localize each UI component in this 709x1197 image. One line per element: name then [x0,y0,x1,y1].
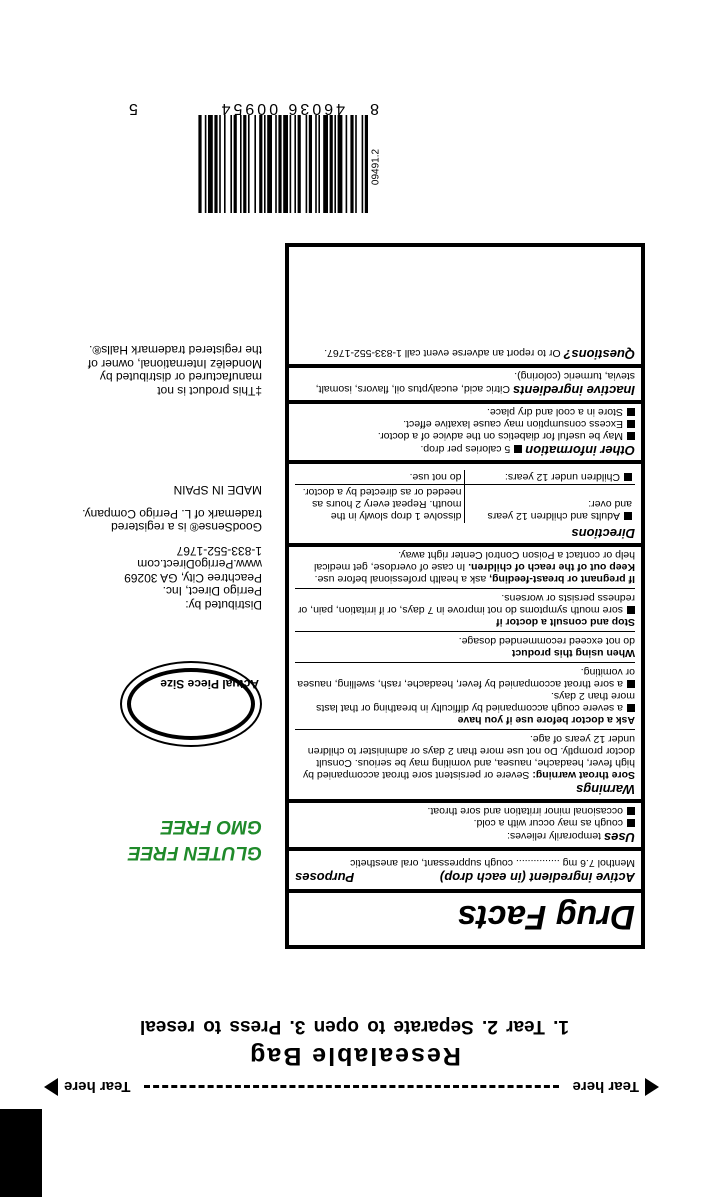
directions-who: Children under 12 years: [505,471,620,483]
list-item: sore mouth symptoms do not improve in 7 days, or if irritation, pain, or redness persists or worsens. [297,592,635,616]
actual-piece-size-oval [120,661,262,747]
footnote-line: ‡This product is not [157,384,262,398]
divider [289,460,641,464]
footnote-line: manufactured or distributed by [99,370,262,385]
drug-facts-panel [285,243,645,949]
square-bullet-icon [627,819,635,827]
uses-heading: Uses [603,830,635,845]
triangle-arrow-left-icon [645,1078,659,1096]
list-item: Store in a cool and dry place. [295,406,635,418]
barcode-bar [306,115,308,213]
square-bullet-icon [624,473,632,481]
barcode-bars [138,115,370,213]
list-item: Excess consumption may cause laxative effect. [295,418,635,430]
divider [295,588,635,589]
barcode-middle-digits: 46036 00954 [218,100,345,117]
divider [289,847,641,851]
other-information-section [295,404,635,460]
triangle-arrow-right-icon [44,1078,58,1096]
square-bullet-icon [624,512,632,520]
questions-text: Or to report an adverse event call 1-833-552-1767. [324,347,561,359]
barcode-bar [350,115,353,213]
directions-who: Adults and children 12 years and over: [487,498,632,522]
barcode-bar [362,115,364,213]
square-bullet-icon [627,606,635,614]
pregnant-text: ask a health professional before use. [314,573,487,585]
barcode-bar [283,115,288,213]
directions-table [295,470,635,523]
reseal-instructions: 1. Tear 2. Separate to open 3. Press to reseal [140,1016,569,1037]
active-ingredient-section [295,851,635,889]
barcode-bar [243,115,246,213]
distributed-by: Distributed by: [185,598,262,612]
tear-here-left: Tear here [572,1078,639,1096]
divider [295,631,635,632]
square-bullet-icon [627,680,635,688]
active-ingredient-detail: Menthol 7.6 mg ............... cough suppressant, oral anesthetic [350,857,635,869]
square-bullet-icon [627,420,635,428]
stop-consult-label: Stop and consult a doctor if [496,616,635,628]
upc-barcode [129,82,379,217]
barcode-first-digit: 8 [370,100,379,117]
distributor-block [82,483,262,611]
directions-heading: Directions [571,526,635,541]
divider [295,729,635,730]
barcode-bar [259,115,262,213]
divider [289,543,641,547]
warnings-heading: Warnings [576,782,635,797]
ask-doctor-label: Ask a doctor before use if you have [457,714,635,726]
gmo-free-badge: GMO FREE [160,816,262,837]
keep-out-text: In case of overdose, get medical help or contact a Poison Control Center right away. [314,549,635,573]
table-row [295,470,635,485]
gluten-free-badge: GLUTEN FREE [127,842,262,863]
barcode-bar [318,115,320,213]
inactive-heading: Inactive ingredients [512,383,635,398]
keep-out-label: Keep out of the reach of children. [468,561,635,573]
barcode-bar [275,115,277,213]
lot-code: 09491.2 [370,148,382,186]
list-item: cough as may occur with a cold. [295,817,635,829]
list-item: May be useful for diabetics on the advice of a doctor. [295,430,635,442]
company-website: www.PerrigoDirect.com [137,557,262,572]
uses-section [295,803,635,847]
square-bullet-icon [627,432,635,440]
when-using-label: When using this product [511,647,635,659]
divider [295,662,635,663]
barcode-bar [240,115,242,213]
barcode-bar [346,115,348,213]
barcode-bar [338,115,343,213]
barcode-bar [278,115,281,213]
barcode-digits [129,93,379,117]
questions-heading: Questions? [563,347,635,362]
barcode-bar [230,115,232,213]
trademark-line: trademark of L. Perrigo Company. [82,507,262,521]
barcode-bar [267,115,272,213]
barcode-bar [355,115,357,213]
halls-footnote [82,343,262,397]
footnote-line: the registered trademark Halls®. [89,343,262,358]
company-phone: 1-833-552-1767 [176,544,262,558]
free-badges [112,813,262,865]
barcode-bar [254,115,256,213]
barcode-bar [208,115,213,213]
actual-piece-size-label: Actual Piece Size [160,677,259,691]
barcode-bar [264,115,266,213]
list-item: a severe cough accompanied by difficulty in breathing or that lasts more than 2 days. [316,690,635,714]
table-row [295,485,635,524]
company-name: Perrigo Direct, Inc. [162,584,262,599]
barcode-bar [290,115,292,213]
barcode-bar [298,115,301,213]
uses-intro: temporarily relieves: [507,830,601,842]
tear-line[interactable] [44,1075,659,1099]
directions-what: dissolve 1 drop slowly in the mouth. Repeat every 2 hours as needed or as directed by a doctor. [302,486,462,522]
divider [289,400,641,404]
resealable-bag-title: Resealable Bag [248,1042,461,1070]
square-bullet-icon [627,408,635,416]
barcode-bar [205,115,207,213]
corner-black-block [0,1109,42,1197]
barcode-bar [309,115,312,213]
barcode-bar [248,115,250,213]
active-ingredient-heading: Active ingredient (in each drop) [439,870,635,885]
footnote-line: Mondelēz International, owner of [87,357,262,371]
barcode-bar [315,115,317,213]
inactive-text: Citric acid, eucalyptus oil, flavors, isomalt, stevia, turmeric (coloring). [315,370,635,395]
tear-dashed-line [144,1086,558,1089]
pregnant-label: If pregnant or breast-feeding, [489,573,635,585]
barcode-bar [198,115,201,213]
made-in: MADE IN SPAIN [173,483,262,498]
barcode-bar [224,115,226,213]
other-info-heading: Other information [525,443,635,458]
divider [289,364,641,368]
warnings-section [295,547,635,799]
company-city: Peachtree City, GA 30269 [124,571,262,585]
barcode-bar [365,115,368,213]
purposes-heading: Purposes [295,870,355,885]
when-using-text: do not exceed recommended dosage. [458,635,635,647]
trademark-line: GoodSense® is a registered [111,520,262,535]
directions-what: do not use. [295,470,465,485]
square-bullet-icon [627,807,635,815]
drug-facts-title: Drug Facts [457,898,635,936]
barcode-bar [234,115,237,213]
sore-throat-label: Sore throat warning: [532,769,635,781]
barcode-bar [330,115,333,213]
barcode-bar [219,115,221,213]
other-info-first: 5 calories per drop. [420,443,511,455]
square-bullet-icon [627,704,635,712]
barcode-last-digit: 5 [129,100,138,117]
square-bullet-icon [514,445,522,453]
questions-section [295,344,635,364]
directions-section [295,464,635,543]
divider [289,799,641,803]
inactive-ingredients-section [295,368,635,400]
divider [289,889,641,893]
tear-here-right: Tear here [64,1078,131,1096]
list-item: occasional minor irritation and sore throat. [295,805,635,817]
barcode-bar [294,115,296,213]
list-item: a sore throat accompanied by fever, headache, rash, swelling, nausea or vomiting. [297,666,635,690]
barcode-bar [334,115,336,213]
sore-throat-text: Severe or persistent sore throat accompanied by high fever, headache, nausea, and vomiting may be serious. Consult doctor promptly. Do not use more than 2 days or administer to children under 12 years of age. [302,733,635,781]
barcode-bar [323,115,328,213]
barcode-bar [214,115,217,213]
